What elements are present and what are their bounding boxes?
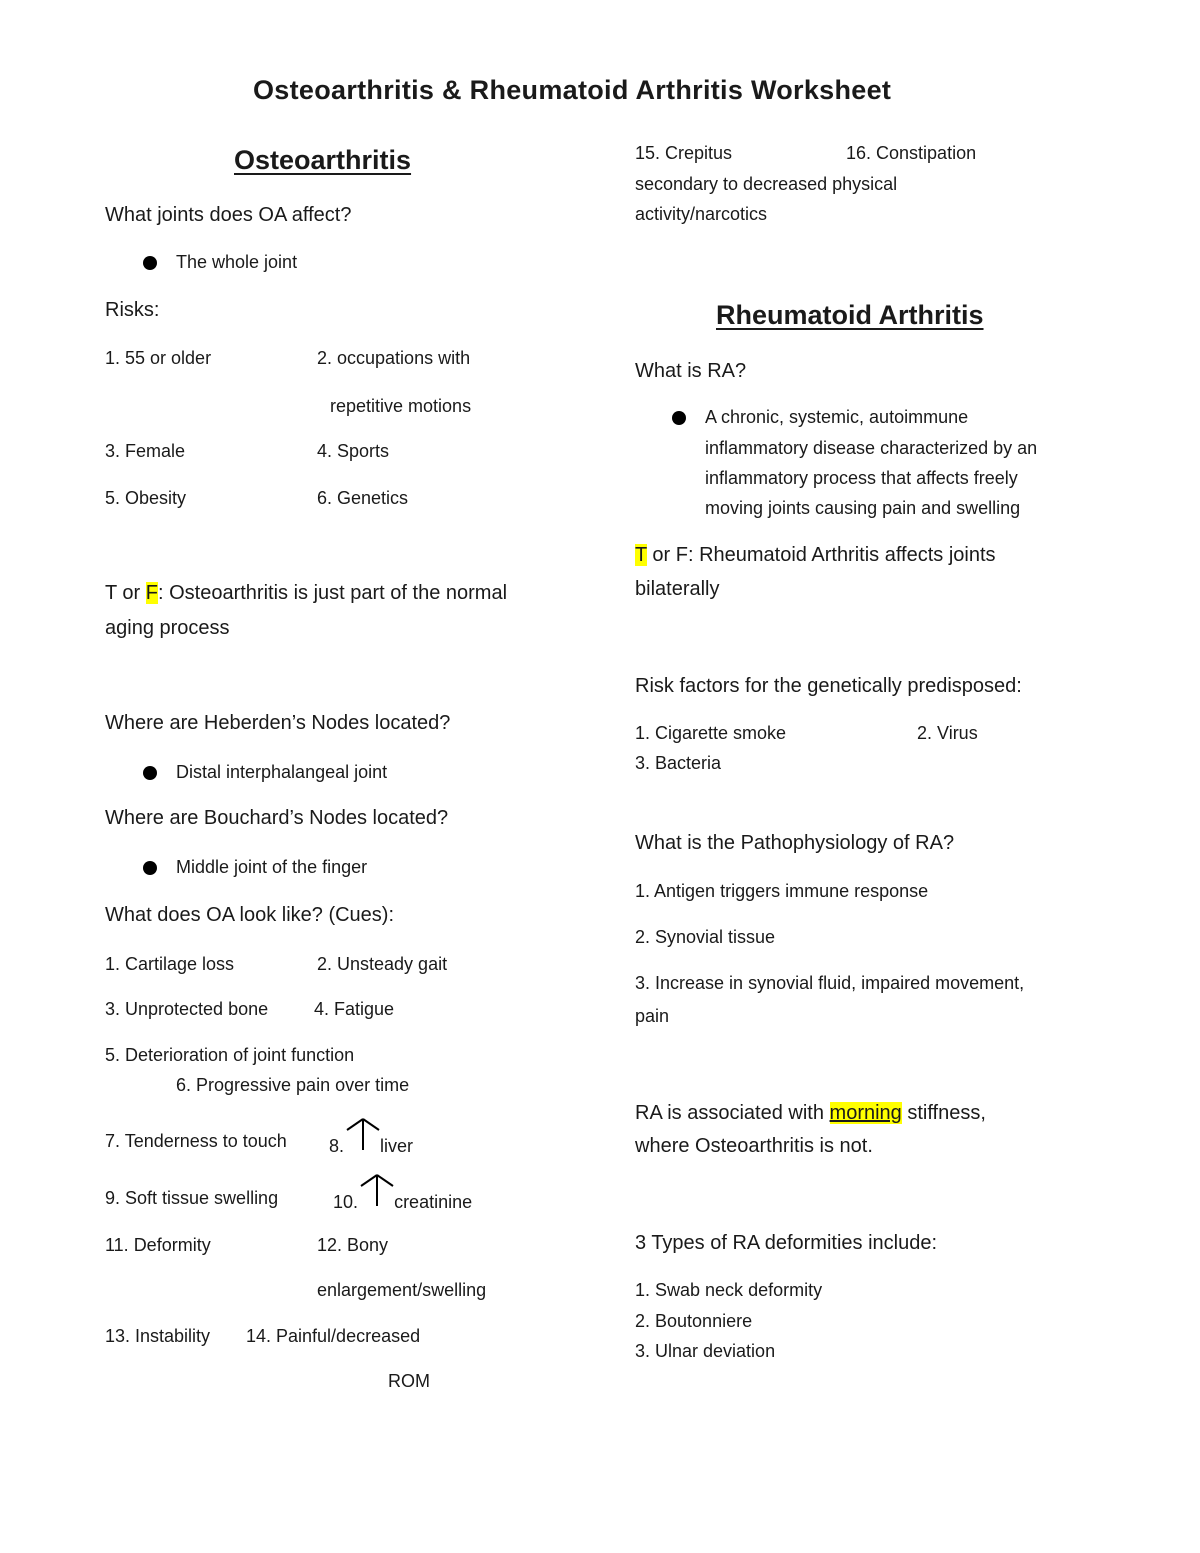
tf-answer-highlight: F bbox=[145, 582, 158, 604]
oa-cue-16-cont-1: secondary to decreased physical bbox=[635, 174, 898, 194]
oa-answer-heberden: Distal interphalangeal joint bbox=[176, 762, 388, 782]
oa-true-false-line2: aging process bbox=[105, 617, 230, 639]
ra-patho-3: 3. Increase in synovial fluid, impaired movement, bbox=[635, 973, 1025, 993]
oa-question-joints: What joints does OA affect? bbox=[105, 204, 352, 226]
ra-risk-3: 3. Bacteria bbox=[635, 753, 722, 773]
ra-patho-2: 2. Synovial tissue bbox=[635, 927, 776, 947]
ra-answer-what-2: inflammatory disease characterized by an bbox=[705, 438, 1038, 458]
oa-cue-7: 7. Tenderness to touch bbox=[105, 1131, 287, 1151]
oa-risk-5: 5. Obesity bbox=[105, 488, 187, 508]
cue-8-text: liver bbox=[380, 1136, 414, 1156]
oa-risk-3: 3. Female bbox=[105, 441, 186, 461]
ra-question-what: What is RA? bbox=[635, 360, 747, 382]
oa-question-bouchard: Where are Bouchard’s Nodes located? bbox=[105, 807, 449, 829]
morning-answer-highlight: morning bbox=[829, 1102, 902, 1124]
tf-answer-highlight: T bbox=[635, 544, 647, 566]
up-arrow-icon bbox=[345, 1116, 381, 1150]
ra-heading: Rheumatoid Arthritis bbox=[716, 300, 984, 330]
oa-cue-5: 5. Deterioration of joint function bbox=[105, 1045, 355, 1065]
oa-cue-11: 11. Deformity bbox=[105, 1235, 211, 1255]
ra-true-false bbox=[635, 544, 996, 567]
oa-cue-8 bbox=[329, 1116, 413, 1157]
oa-risk-4: 4. Sports bbox=[317, 441, 390, 461]
ra-deformity-2: 2. Boutonniere bbox=[635, 1311, 753, 1331]
oa-cue-12: 12. Bony bbox=[317, 1235, 389, 1255]
oa-cue-6: 6. Progressive pain over time bbox=[176, 1075, 410, 1095]
bullet-icon bbox=[143, 766, 157, 780]
morning-prefix: RA is associated with bbox=[635, 1102, 830, 1124]
oa-cue-14-cont: ROM bbox=[388, 1371, 430, 1391]
oa-cue-12-cont: enlargement/swelling bbox=[317, 1280, 487, 1300]
cue-10-number: 10. bbox=[333, 1192, 359, 1212]
oa-cue-13: 13. Instability bbox=[105, 1326, 211, 1346]
oa-cue-4: 4. Fatigue bbox=[314, 999, 395, 1019]
ra-deformity-1: 1. Swab neck deformity bbox=[635, 1280, 823, 1300]
bullet-icon bbox=[143, 256, 157, 270]
oa-cue-2: 2. Unsteady gait bbox=[317, 954, 448, 974]
oa-answer-bouchard: Middle joint of the finger bbox=[176, 857, 368, 877]
oa-question-cues: What does OA look like? (Cues): bbox=[105, 904, 395, 926]
ra-question-risk: Risk factors for the genetically predisposed: bbox=[635, 675, 1022, 697]
oa-cue-16-cont-2: activity/narcotics bbox=[635, 204, 768, 224]
morning-suffix: stiffness, bbox=[901, 1102, 986, 1124]
tf-statement: or F: Rheumatoid Arthritis affects joints bbox=[646, 544, 996, 566]
ra-answer-what-1: A chronic, systemic, autoimmune bbox=[705, 407, 969, 427]
ra-deformity-3: 3. Ulnar deviation bbox=[635, 1341, 776, 1361]
bullet-icon bbox=[672, 411, 686, 425]
oa-risks-label: Risks: bbox=[105, 299, 160, 321]
oa-heading: Osteoarthritis bbox=[234, 145, 412, 175]
cue-10-text: creatinine bbox=[394, 1192, 473, 1212]
oa-question-heberden: Where are Heberden’s Nodes located? bbox=[105, 712, 451, 734]
tf-statement: : Osteoarthritis is just part of the normal bbox=[157, 582, 508, 604]
ra-question-deformities: 3 Types of RA deformities include: bbox=[635, 1232, 938, 1254]
oa-cue-14: 14. Painful/decreased bbox=[246, 1326, 421, 1346]
oa-risk-1: 1. 55 or older bbox=[105, 348, 212, 368]
oa-risk-6: 6. Genetics bbox=[317, 488, 409, 508]
oa-cue-16: 16. Constipation bbox=[846, 143, 977, 163]
tf-prefix: T or bbox=[105, 582, 146, 604]
oa-risk-2-cont: repetitive motions bbox=[330, 396, 472, 416]
ra-patho-1: 1. Antigen triggers immune response bbox=[635, 881, 929, 901]
oa-cue-15: 15. Crepitus bbox=[635, 143, 733, 163]
oa-answer-joints: The whole joint bbox=[176, 252, 298, 272]
page-title: Osteoarthritis & Rheumatoid Arthritis Worksheet bbox=[253, 75, 892, 105]
oa-cue-3: 3. Unprotected bone bbox=[105, 999, 269, 1019]
ra-true-false-line2: bilaterally bbox=[635, 578, 720, 600]
up-arrow-icon bbox=[359, 1172, 395, 1206]
oa-risk-2: 2. occupations with bbox=[317, 348, 471, 368]
oa-cue-1: 1. Cartilage loss bbox=[105, 954, 235, 974]
ra-risk-2: 2. Virus bbox=[917, 723, 978, 743]
ra-morning-stiffness bbox=[635, 1102, 986, 1125]
ra-morning-stiffness-line2: where Osteoarthritis is not. bbox=[635, 1135, 873, 1157]
ra-patho-3-cont: pain bbox=[635, 1006, 670, 1026]
ra-risk-1: 1. Cigarette smoke bbox=[635, 723, 787, 743]
ra-answer-what-3: inflammatory process that affects freely bbox=[705, 468, 1018, 488]
bullet-icon bbox=[143, 861, 157, 875]
ra-question-patho: What is the Pathophysiology of RA? bbox=[635, 832, 955, 854]
oa-cue-10 bbox=[333, 1172, 472, 1213]
oa-cue-9: 9. Soft tissue swelling bbox=[105, 1188, 279, 1208]
cue-8-number: 8. bbox=[329, 1136, 345, 1156]
oa-true-false bbox=[105, 582, 507, 605]
ra-answer-what-4: moving joints causing pain and swelling bbox=[705, 498, 1021, 518]
